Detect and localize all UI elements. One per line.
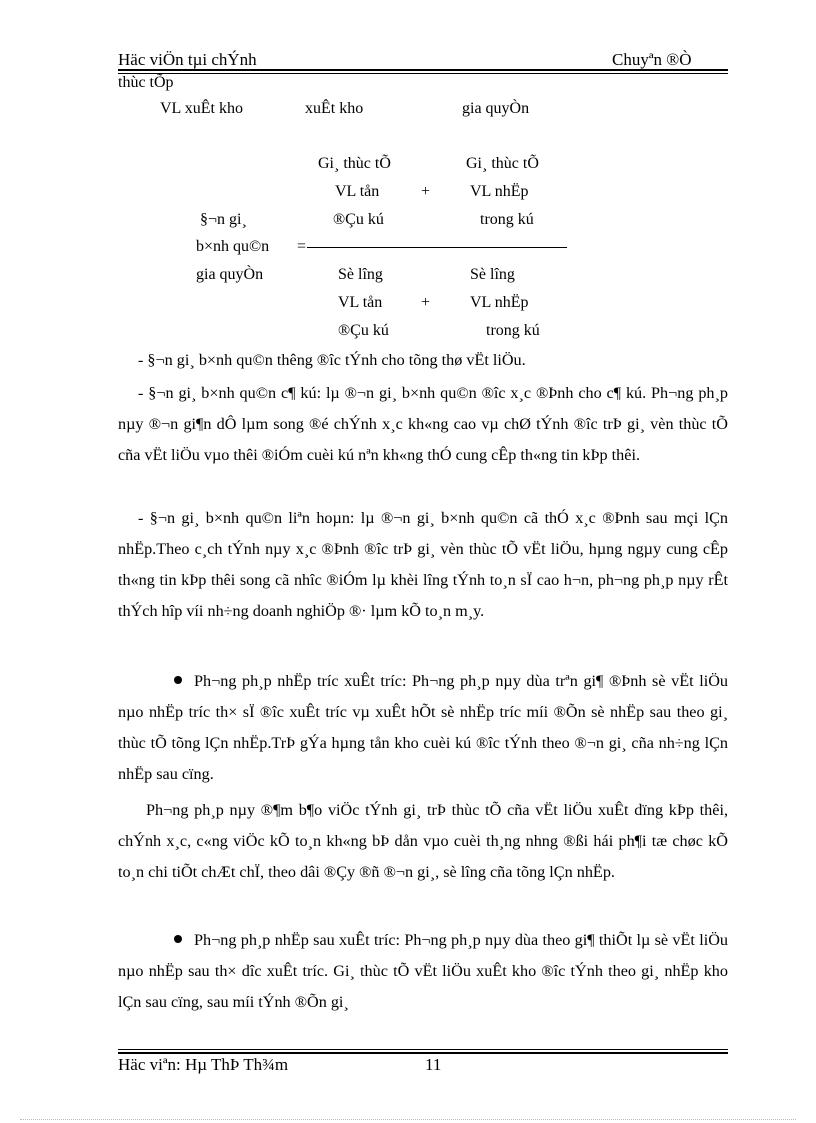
numerator-col2-line2: VL nhËp xyxy=(470,183,529,200)
denominator-col1-line3: ®Çu kú xyxy=(338,322,389,339)
header-rule-thick xyxy=(118,69,728,71)
formula-line2-c: gia quyÒn xyxy=(462,100,530,117)
denominator-col2-line3: trong kú xyxy=(486,322,540,339)
page-edge-divider xyxy=(20,1119,796,1120)
numerator-col1-line2: VL tån xyxy=(335,183,380,200)
denominator-col2-line1: Sè lîng xyxy=(470,266,515,283)
paragraph-1: - §¬n gi¸ b×nh qu©n thêng ®îc tÝnh cho tõng thø vËt liÖu. xyxy=(138,351,526,369)
paragraph-4-bullet: Ph¬ng ph¸p nhËp tríc xuÊt tríc: Ph¬ng ph¸p nµy dùa trªn gi¶ ®Þnh sè vËt liÖu nµo nhËp tríc th× sÏ ®îc xuÊt tríc vµ xuÊt hÕt sè nhËp tríc míi ®Õn sè nhËp sau theo gi¸ thùc tÕ tõng lÇn nhËp.TrÞ gÝa hµng tån kho cuèi kú ®îc tÝnh theo ®¬n gi¸ cña nh÷ng lÇn nhËp sau cïng. xyxy=(118,672,728,783)
lhs-line1: §¬n gi¸ xyxy=(200,211,247,228)
lhs-line2: b×nh qu©n xyxy=(196,238,270,255)
numerator-col2-line1: Gi¸ thùc tÕ xyxy=(466,155,539,172)
header-right: Chuyªn ®Ò xyxy=(612,50,692,69)
denominator-col1-line1: Sè lîng xyxy=(338,266,383,283)
header-left: Häc viÖn tµi chÝnh xyxy=(118,50,257,69)
header-rule-thin xyxy=(118,73,728,74)
denominator-plus: + xyxy=(421,294,431,311)
paragraph-2: - §¬n gi¸ b×nh qu©n c¶ kú: lµ ®¬n gi¸ b×nh qu©n ®îc x¸c ®Þnh cho c¶ kú. Ph¬ng ph¸p nµy ®¬n gi¶n dÔ lµm song ®é chÝnh x¸c kh«ng cao vµ chØ tÝnh ®îc trÞ gi¸ vèn thùc tÕ cña vËt liÖu vµo thêi ®iÓm cuèi kú nªn kh«ng thÓ cung cÊp th«ng tin kÞp thêi. xyxy=(118,384,728,464)
paragraph-5: Ph¬ng ph¸p nµy ®¶m b¶o viÖc tÝnh gi¸ trÞ thùc tÕ cña vËt liÖu xuÊt dïng kÞp thêi, chÝnh x¸c, c«ng viÖc kÕ to¸n kh«ng bÞ dån vµo cuèi th¸ng nhng ®ßi hái ph¶i tæ chøc kÕ to¸n chi tiÕt chÆt chÏ, theo dâi ®Çy ®ñ ®¬n gi¸, sè lîng cña tõng lÇn nhËp. xyxy=(118,801,728,881)
numerator-plus: + xyxy=(421,183,431,200)
lhs-line3: gia quyÒn xyxy=(196,266,264,283)
paragraph-3: - §¬n gi¸ b×nh qu©n liªn hoµn: lµ ®¬n gi¸ b×nh qu©n cã thÓ x¸c ®Þnh sau mçi lÇn nhËp.Theo c¸ch tÝnh nµy x¸c ®Þnh ®îc trÞ gi¸ vèn thùc tÕ vËt liÖu, hµng ngµy cung cÊp th«ng tin kÞp thêi song cã nhîc ®iÓm lµ khèi lîng tÝnh to¸n sÏ cao h¬n, ph¬ng ph¸p nµy rÊt thÝch hîp víi nh÷ng doanh nghiÖp ®· lµm kÕ to¸n m¸y. xyxy=(118,509,728,620)
page-number: 11 xyxy=(425,1055,442,1074)
denominator-col2-line2: VL nhËp xyxy=(470,294,529,311)
formula-line2-b: xuÊt kho xyxy=(305,100,364,117)
numerator-col2-line3: trong kú xyxy=(480,211,534,228)
bullet-icon xyxy=(174,935,182,943)
numerator-col1-line1: Gi¸ thùc tÕ xyxy=(318,155,391,172)
footer-rule-thick xyxy=(118,1052,728,1054)
numerator-col1-line3: ®Çu kú xyxy=(333,211,384,228)
paragraph-6-bullet: Ph¬ng ph¸p nhËp sau xuÊt tríc: Ph¬ng ph¸p nµy dùa theo gi¶ thiÕt lµ sè vËt liÖu nµo nhËp sau th× dîc xuÊt tríc. Gi¸ thùc tÕ vËt liÖu xuÊt kho ®îc tÝnh theo gi¸ nhËp kho lÇn sau cïng, sau míi tÝnh ®Õn gi¸ xyxy=(118,931,728,1011)
formula-line2-a: VL xuÊt kho xyxy=(160,100,243,117)
denominator-col1-line2: VL tån xyxy=(338,294,383,311)
formula-equals: = xyxy=(297,238,307,255)
footer-rule-thin xyxy=(118,1049,728,1050)
formula-top-line: thùc tÕp xyxy=(118,74,174,91)
fraction-bar xyxy=(307,247,567,248)
footer-left: Häc viªn: Hµ ThÞ Th¾m xyxy=(118,1055,289,1074)
bullet-icon xyxy=(174,676,182,684)
